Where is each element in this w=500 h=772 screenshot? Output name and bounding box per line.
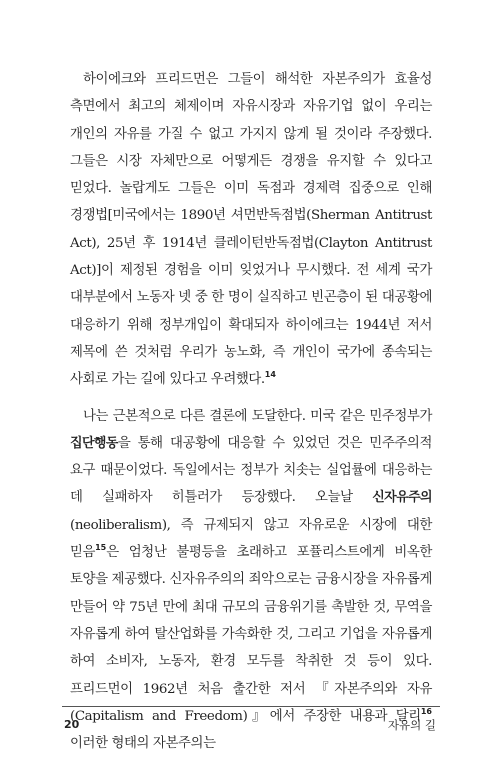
- paragraph-2-text-e: 이러한 형태의 자본주의는: [70, 736, 216, 752]
- paragraph-1-text: 하이에크와 프리드먼은 그들이 해석한 자본주의가 효율성 측면에서 최고의 체제이며 자유시장과 자유기업 없이 우리는 개인의 자유를 가질 수 없고 가지지 않게 될 것이라 주장했다. 그들은 시장 자체만으로 어떻게든 경쟁을 유지할 수 있다고 믿었다. 놀랍게도 그들은 이미 독점과 경제력 집중으로 인해 경쟁법[미국에서는 1890년 셔먼반독점법(Sherman Antitrust Act), 25년 후 1914년 클레이턴반독점법(Clayton Antitrust Act)]이 제정된 경험을 이미 잊었거나 무시했다. 전 세계 국가 대부분에서 노동자 넷 중 한 명이 실직하고 빈곤층이 된 대공황에 대응하기 위해 정부개입이 확대되자 하이에크는 1944년 저서 제목에 쓴 것처럼 우리가 농노화, 즉 개인이 국가에 종속되는 사회로 가는 길에 있다고 우려했다.: [70, 72, 432, 388]
- footnote-ref-16[interactable]: 16: [420, 706, 432, 716]
- page-number: 20: [64, 718, 80, 731]
- footnote-ref-14[interactable]: 14: [264, 370, 276, 380]
- footer-divider: [62, 706, 440, 707]
- term-neoliberalism: 신자유주의: [372, 490, 432, 506]
- paragraph-2: [70, 403, 432, 758]
- paragraph-2-text-c: (neoliberalism), 즉 규제되지 않고 자유로운 시장에 대한 믿음: [70, 517, 432, 561]
- running-title: 자유의 길: [387, 718, 436, 732]
- term-collective-action: 집단행동: [70, 435, 118, 451]
- paragraph-1: [70, 66, 432, 394]
- footnote-ref-15[interactable]: 15: [95, 543, 107, 553]
- paragraph-2-text-b: 을 통해 대공황에 대응할 수 있었던 것은 민주주의적 요구 때문이었다. 독일에서는 정부가 치솟는 실업률에 대응하는 데 실패하자 히틀러가 등장했다. 오늘날: [70, 435, 432, 506]
- paragraph-2-text-d: 은 엄청난 불평등을 초래하고 포퓰리스트에게 비옥한 토양을 제공했다. 신자유주의의 죄악으로는 금융시장을 자유롭게 만들어 약 75년 만에 최대 규모의 금융위기를 촉발한 것, 무역을 자유롭게 하여 탈산업화를 가속화한 것, 그리고 기업을 자유롭게 하여 소비자, 노동자, 환경 모두를 착취한 것 등이 있다. 프리드먼이 1962년 처음 출간한 저서 『자본주의와 자유(Capitalism and Freedom)』에서 주장한 내용과 달리: [70, 545, 432, 724]
- page-body: [70, 66, 432, 766]
- paragraph-2-text-a: 나는 근본적으로 다른 결론에 도달한다. 미국 같은 민주정부가: [83, 408, 432, 424]
